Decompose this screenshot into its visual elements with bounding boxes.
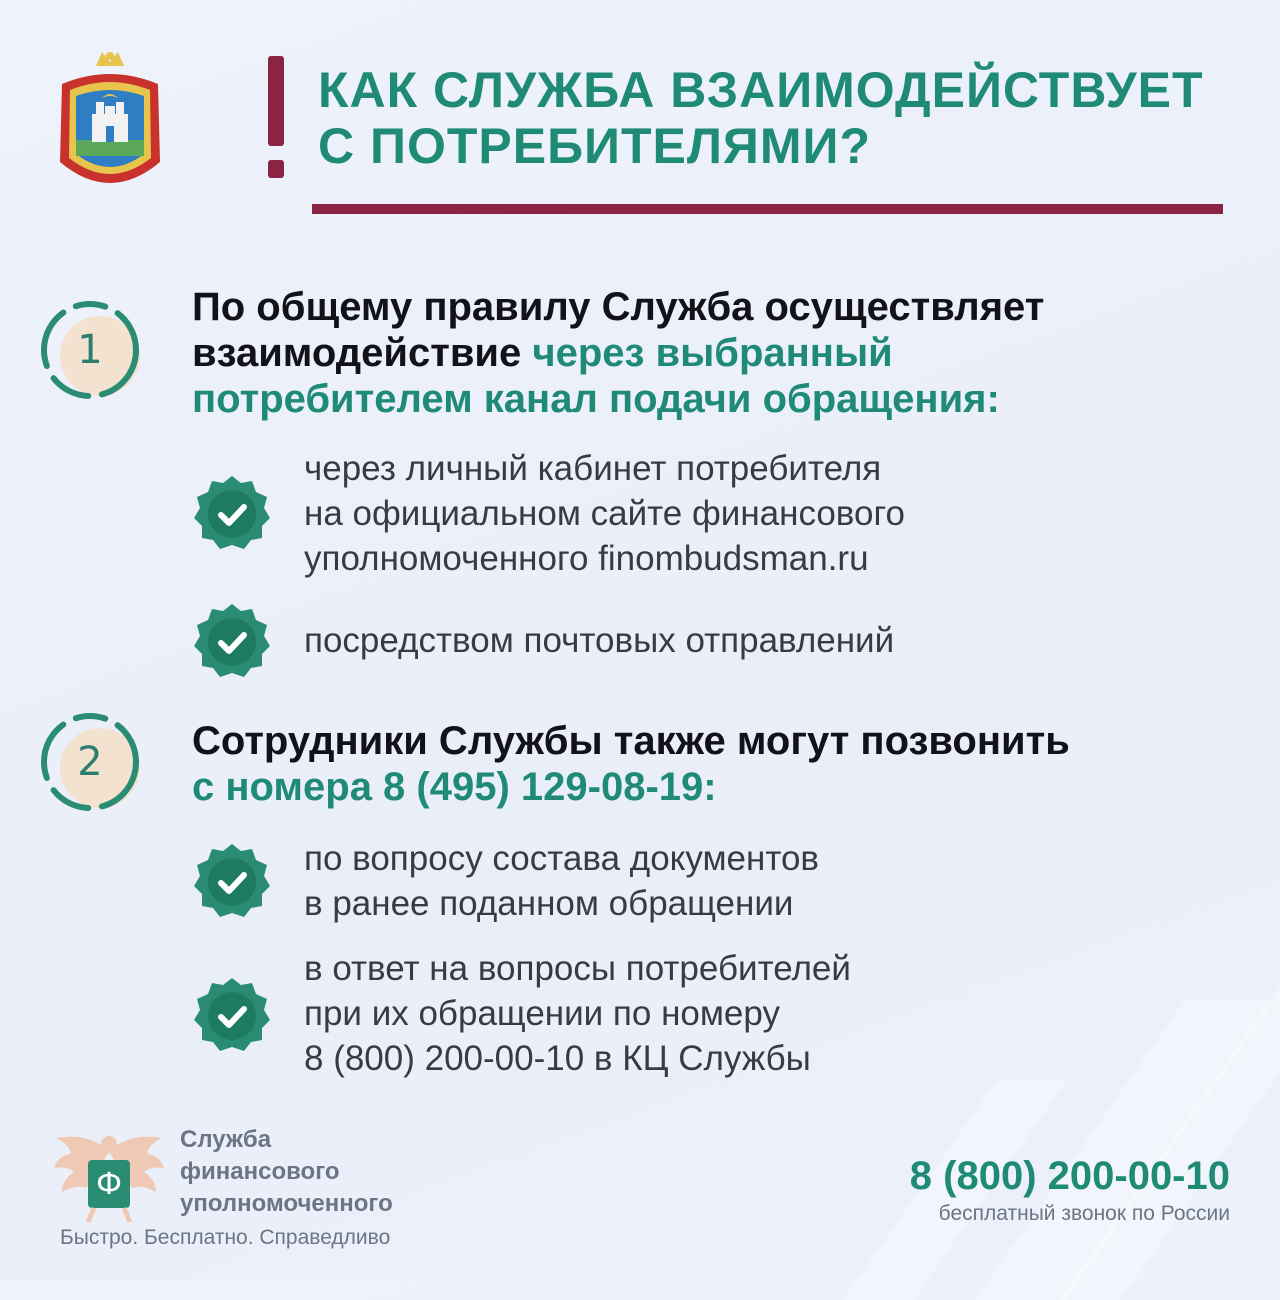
check-badge-icon [190, 600, 274, 684]
step-number: 2 [77, 739, 103, 785]
title-line-2: С ПОТРЕБИТЕЛЯМИ? [318, 118, 871, 174]
step-number: 1 [77, 327, 103, 373]
exclamation-icon [262, 56, 290, 182]
section-2-heading: Сотрудники Службы также могут позвонить с номера 8 (495) 129-08-19: [192, 719, 1070, 809]
title-line-1: КАК СЛУЖБА ВЗАИМОДЕЙСТВУЕТ [318, 62, 1204, 118]
hotline-block [910, 1152, 1230, 1226]
header-divider [312, 204, 1223, 214]
regional-coat-of-arms-icon [52, 44, 168, 194]
step-1-badge [40, 300, 152, 412]
svg-text:Ф: Ф [96, 1167, 122, 1202]
check-badge-icon [190, 472, 274, 556]
section-1-heading: По общему правилу Служба осуществляет взаимодействие через выбранный потребителем канал подачи обращения: [192, 285, 1045, 421]
check-badge-icon [190, 840, 274, 924]
page-title [318, 62, 1238, 174]
hotline-note: бесплатный звонок по России [938, 1202, 1230, 1225]
hotline-number: 8 (800) 200-00-10 [909, 1154, 1230, 1198]
check-badge-icon [190, 974, 274, 1058]
slogan: Быстро. Бесплатно. Справедливо [60, 1226, 391, 1249]
organization-name: Служба финансового уполномоченного [180, 1126, 393, 1217]
step-2-badge [40, 712, 152, 824]
eagle-logo-icon [50, 1124, 168, 1224]
